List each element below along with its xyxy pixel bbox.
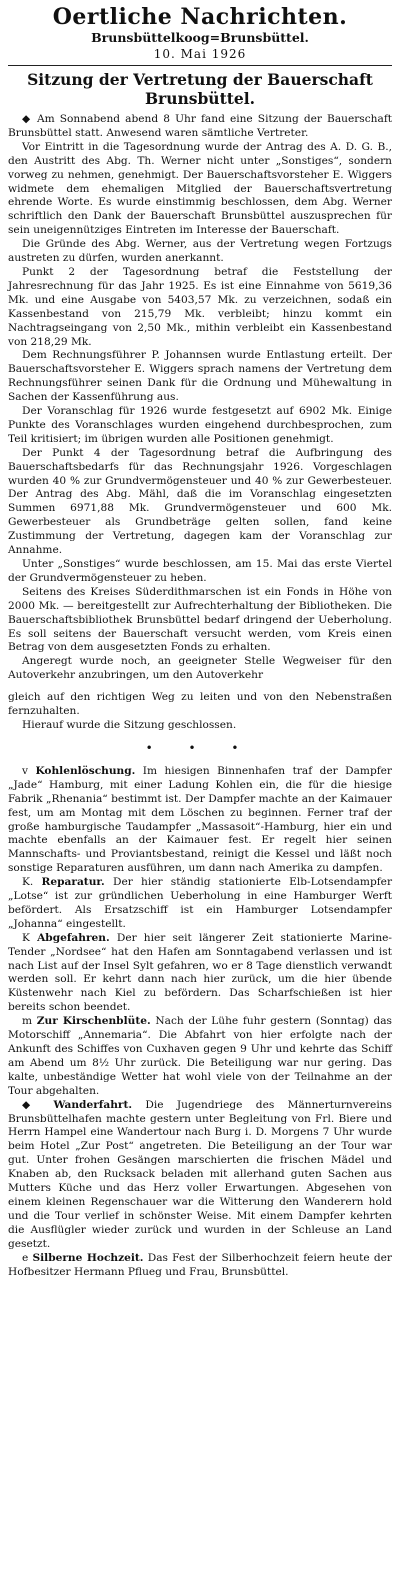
news-prefix: m (22, 1015, 33, 1028)
news-item (8, 876, 392, 932)
news-title: Kohlenlöschung. (35, 764, 136, 777)
section-separator: • • • (145, 740, 255, 755)
news-prefix: ◆ (22, 1098, 41, 1111)
news-item (8, 765, 392, 876)
news-text: Im hiesigen Binnenhafen traf der Dampfer „Jade“ Hamburg, mit einer Ladung Kohlen ein, die für die hiesige Fabrik „Rhenania“ bestimmt ist. Der Dampfer machte an der Kaimauer fest, um am Montag mit dem Löschen zu beginnen. Ferner traf der große hamburgische Taudampfer „Massasoit“-Hamburg, hier ein und machte ebenfalls an der Kaimauer fest. Er regelt hier seinen Mannschafts- und Proviantsbestand, reinigt die Kessel und läßt noch sonstige Reparaturen ausführen, um dann nach Amerika zu dampfen. (8, 764, 392, 875)
news-text: Der hier ständig stationierte Elb-Lotsendampfer „Lotse“ ist zur gründlichen Ueberholung in eine Hamburger Werft befördert. Als Ersatzschiff ist ein Hamburger Lotsendampfer „Johanna“ eingestellt. (8, 876, 393, 930)
news-title: Abgefahren. (37, 931, 110, 944)
article-paragraph: Angeregt wurde noch, an geeigneter Stelle Wegweiser für den Autoverkehr anzubringen, um den Autoverkehr (8, 655, 392, 682)
article-headline: Sitzung der Vertretung der Bauerschaft Brunsbüttel. (27, 70, 373, 108)
news-item (8, 1252, 392, 1280)
article-paragraph: Die Gründe des Abg. Werner, aus der Vertretung wegen Fortzugs austreten zu dürfen, wurden anerkannt. (8, 238, 392, 265)
issue-date: 10. Mai 1926 (153, 47, 247, 61)
news-title: Reparatur. (41, 876, 105, 889)
article-paragraph: Seitens des Kreises Süderdithmarschen ist ein Fonds in Höhe von 2000 Mk. — bereitgestellt zur Aufrechterhaltung der Bibliotheken. Die Bauerschaftsbibliothek Brunsbüttel bedarf dringend der Ueberholung. Es soll seitens der Bauerschaft versucht werden, vom Kreis einen Betrag von dem ausgesetzten Fonds zu erhalten. (8, 585, 392, 654)
article-body (8, 113, 392, 733)
news-title: Wanderfahrt. (53, 1098, 133, 1111)
article-paragraph: Punkt 2 der Tagesordnung betraf die Feststellung der Jahresrechnung für das Jahr 1925. Es ist eine Einnahme von 5619,36 Mk. und eine Ausgabe von 5403,57 Mk. zu verzeichnen, sodaß ein Kassenbestand von 215,79 Mk. verbleibt; hinzu kommt ein Nachtragseingang von 2,50 Mk., mithin verbleibt ein Kassenbestand von 218,29 Mk. (8, 265, 392, 348)
article-paragraph: Unter „Sonstiges“ wurde beschlossen, am 15. Mai das erste Viertel der Grundvermögensteuer zu heben. (8, 558, 392, 584)
section-subtitle: Brunsbüttelkoog=Brunsbüttel. (91, 30, 309, 45)
news-title: Silberne Hochzeit. (32, 1251, 144, 1264)
divider (8, 65, 392, 66)
article-paragraph: Vor Eintritt in die Tagesordnung wurde der Antrag des A. D. G. B., den Austritt des Abg. Th. Werner nicht unter „Sonstiges“, sondern vorweg zu nehmen, genehmigt. Der Bauerschaftsvorsteher E. Wiggers widmete dem ehemaligen Mitglied der Bauerschaftsvertretung ehrende Worte. Es wurde einstimmig beschlossen, dem Abg. Werner schriftlich den Dank der Bauerschaft Brunsbüttel auszusprechen für sein uneigennütziges Eintreten im Interesse der Bauerschaft. (8, 140, 392, 237)
article-paragraph: Dem Rechnungsführer P. Johannsen wurde Entlastung erteilt. Der Bauerschaftsvorsteher E. Wiggers sprach namens der Vertretung dem Rechnungsführer seinen Dank für die Ordnung und Mühewaltung in Sachen der Kassenführung aus. (8, 349, 392, 404)
news-item (8, 1099, 392, 1252)
local-news (8, 765, 392, 1280)
article-paragraph: Der Punkt 4 der Tagesordnung betraf die Aufbringung des Bauerschaftsbedarfs für das Rechnungsjahr 1926. Vorgeschlagen wurden 40 % zur Grundvermögensteuer und 40 % zur Gewerbesteuer. Der Antrag des Abg. Mähl, daß die im Voranschlag eingesetzten Summen 6971,88 Mk. Grundvermögensteuer und 600 Mk. Gewerbesteuer als Grundbeträge gelten sollen, fand keine Zustimmung der Vertretung, dagegen kam der Voranschlag zur Annahme. (8, 446, 392, 557)
news-item (8, 932, 392, 1015)
news-title: Zur Kirschenblüte. (36, 1015, 151, 1028)
news-text: Nach der Lühe fuhr gestern (Sonntag) das Motorschiff „Annemaria“. Die Abfahrt von hier erfolgte nach der Ankunft des Schiffes von Cuxhaven gegen 9 Uhr und kehrte das Schiff am Abend um 8½ Uhr zurück. Die Beteiligung war nur gering. Das kalte, unbeständige Wetter hat wohl viele von der Teilnahme an der Tour abgehalten. (8, 1015, 392, 1097)
article-paragraph: ◆ Am Sonnabend abend 8 Uhr fand eine Sitzung der Bauerschaft Brunsbüttel statt. Anwesend waren sämtliche Vertreter. (8, 113, 392, 139)
article-paragraph: Hierauf wurde die Sitzung geschlossen. (22, 718, 237, 731)
masthead (8, 4, 392, 62)
news-text: Die Jugendriege des Männerturnvereins Brunsbüttelhafen machte gestern unter Begleitung von Frl. Biere und Herrn Hampel eine Wandertour nach Burg i. D. Morgens 7 Uhr wurde beim Hotel „Zur Post“ angetreten. Die Beteiligung an der Tour war gut. Unter frohen Gesängen marschierten die frischen Mädel und Knaben ab, den Rucksack beladen mit allerhand guten Sachen aus Mutters Küche und das Herz voller Erwartungen. Abgesehen von einem kleinen Regenschauer war die Witterung den Wanderern hold und die Tour verlief in schönster Weise. Mit einem Dampfer kehrten die Ausflügler wieder zurück und wurden in der Schleuse an Land gesetzt. (8, 1098, 392, 1250)
news-text: Das Fest der Silberhochzeit feiern heute der Hofbesitzer Hermann Pflueg und Frau, Brunsbüttel. (8, 1251, 392, 1278)
news-prefix: v (22, 764, 28, 777)
section-title: Oertliche Nachrichten. (52, 4, 348, 30)
news-text: Der hier seit längerer Zeit stationierte Marine-Tender „Nordsee“ hat den Hafen am Sonntagabend verlassen und ist nach List auf der Insel Sylt gefahren, wo er 8 Tage dienstlich verwandt werden soll. Er kehrt dann nach hier zurück, um die hier übende Küstenwehr nach Kiel zu befördern. Das Scharfschießen ist hier bereits schon beendet. (8, 931, 392, 1014)
news-prefix: K (22, 931, 30, 944)
article-paragraph: gleich auf den richtigen Weg zu leiten und von den Nebenstraßen fernzuhalten. (8, 691, 392, 718)
news-item (8, 1015, 392, 1098)
article-paragraph: Der Voranschlag für 1926 wurde festgesetzt auf 6902 Mk. Einige Punkte des Voranschlages wurden eingehend durchbesprochen, zum Teil kritisiert; im übrigen wurden alle Positionen genehmigt. (8, 405, 392, 445)
news-prefix: K. (22, 876, 34, 889)
news-prefix: e (22, 1251, 29, 1264)
